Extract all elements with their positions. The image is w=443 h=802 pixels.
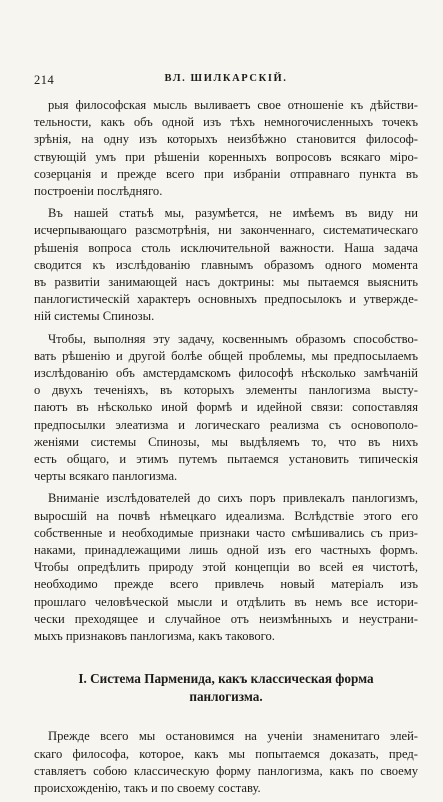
text-line: зрѣнія, на одну изъ которыхъ неизбѣжно становится философ-	[34, 132, 418, 147]
text-line: чески преходящее и случайное отъ неизмѣнныхъ и неустрани-	[34, 611, 418, 626]
text-line: въ развитіи занимающей насъ доктрины: мы пытаемся выяснить	[34, 275, 418, 290]
text-line: вать рѣшенію и другой болѣе общей проблемы, мы предпосылаемъ	[34, 348, 418, 363]
text-line: Въ нашей статьѣ мы, разумѣется, не имѣемъ въ виду ни	[48, 206, 418, 221]
text-line: происхожденію, такъ и по своему составу.	[34, 780, 261, 795]
text-line: рыя философская мысль выливаетъ свое отношеніе къ дѣйстви-	[48, 98, 418, 112]
text-line: необходимо прежде всего привлечь новый матеріалъ изъ	[34, 577, 418, 592]
text-line: черты всякаго панлогизма.	[34, 469, 178, 484]
section-title	[34, 670, 418, 706]
text-line: изслѣдованію объ амстердамскомъ философѣ нѣсколько замѣчаній	[34, 366, 418, 381]
text-line: ній системы Спинозы.	[34, 309, 155, 324]
text-line: женіями системы Спинозы, мы выдѣляемъ то, что въ нихъ	[34, 434, 418, 449]
text-line: Вниманіе изслѣдователей до сихъ поръ привлекалъ панлогизмъ,	[48, 491, 418, 506]
page-number: 214	[34, 73, 55, 87]
text-line: паютъ въ нѣсколько иной формѣ и идейной связи: сопоставляя	[34, 400, 418, 415]
paragraph	[34, 205, 418, 325]
section-paragraph	[34, 728, 418, 797]
text-line: созерцанія и прежде всего при избраніи отправнаго пункта въ	[34, 166, 418, 181]
text-line: прошлаго человѣческой мысли и отдѣлить въ немъ все истори-	[34, 594, 418, 609]
text-line: скаго философа, которое, какъ мы попытаемся доказать, пред-	[34, 746, 418, 761]
text-line: есть общаго, и этимъ путемъ пытаемся установить типическія	[34, 452, 418, 467]
text-line: Чтобы опредѣлить природу этой концепціи во всей ея чистотѣ,	[34, 560, 418, 575]
text-line: Прежде всего мы остановимся на ученіи знаменитаго элей-	[48, 729, 418, 744]
text-line: построеніи послѣдняго.	[34, 184, 163, 199]
paragraph	[34, 490, 418, 645]
text-line: предпосылки элеатизма и логическаго реализма съ основополо-	[34, 417, 418, 432]
text-line: выросшій на почвѣ нѣмецкаго идеализма. Вслѣдствіе этого его	[34, 508, 418, 523]
paragraphs	[34, 97, 418, 645]
page-header	[34, 73, 418, 87]
text-line: рѣшенія вопроса столь исключительной важности. Наша задача	[34, 240, 418, 255]
running-head: ВЛ. ШИЛКАРСКІЙ.	[164, 73, 288, 84]
paragraph	[34, 331, 418, 486]
text-line: собственные и необходимые признаки часто смѣшивались съ приз-	[34, 525, 418, 540]
text-line: ставляетъ собою классическую форму панлогизма, какъ по своему	[34, 763, 418, 778]
paragraph	[34, 97, 418, 200]
section-title-line: панлогизма.	[189, 689, 263, 705]
text-line: исчерпывающаго разсмотрѣнія, ни законченнаго, систематическаго	[34, 223, 418, 238]
text-line: тельности, какъ объ одной изъ тѣхъ немногочисленныхъ точекъ	[34, 115, 418, 130]
text-line: панлогистическій характеръ основныхъ предпосылокъ и утвержде-	[34, 292, 418, 307]
text-line: ствующій умъ при рѣшеніи коренныхъ вопросовъ всякаго міро-	[34, 149, 418, 164]
text-line: мыхъ признаковъ панлогизма, какъ такового.	[34, 629, 275, 644]
text-line: сводится къ изслѣдованію главнымъ образомъ одного момента	[34, 257, 418, 272]
body-text	[34, 97, 418, 802]
text-line: о двухъ теченіяхъ, въ которыхъ элементы панлогизма высту-	[34, 383, 418, 398]
section-title-line: I. Система Парменида, какъ классическая форма	[78, 671, 374, 687]
text-line: Чтобы, выполняя эту задачу, косвеннымъ образомъ способство-	[48, 331, 418, 346]
text-line: наками, принадлежащими лишь одной изъ его частныхъ формъ.	[34, 543, 418, 558]
